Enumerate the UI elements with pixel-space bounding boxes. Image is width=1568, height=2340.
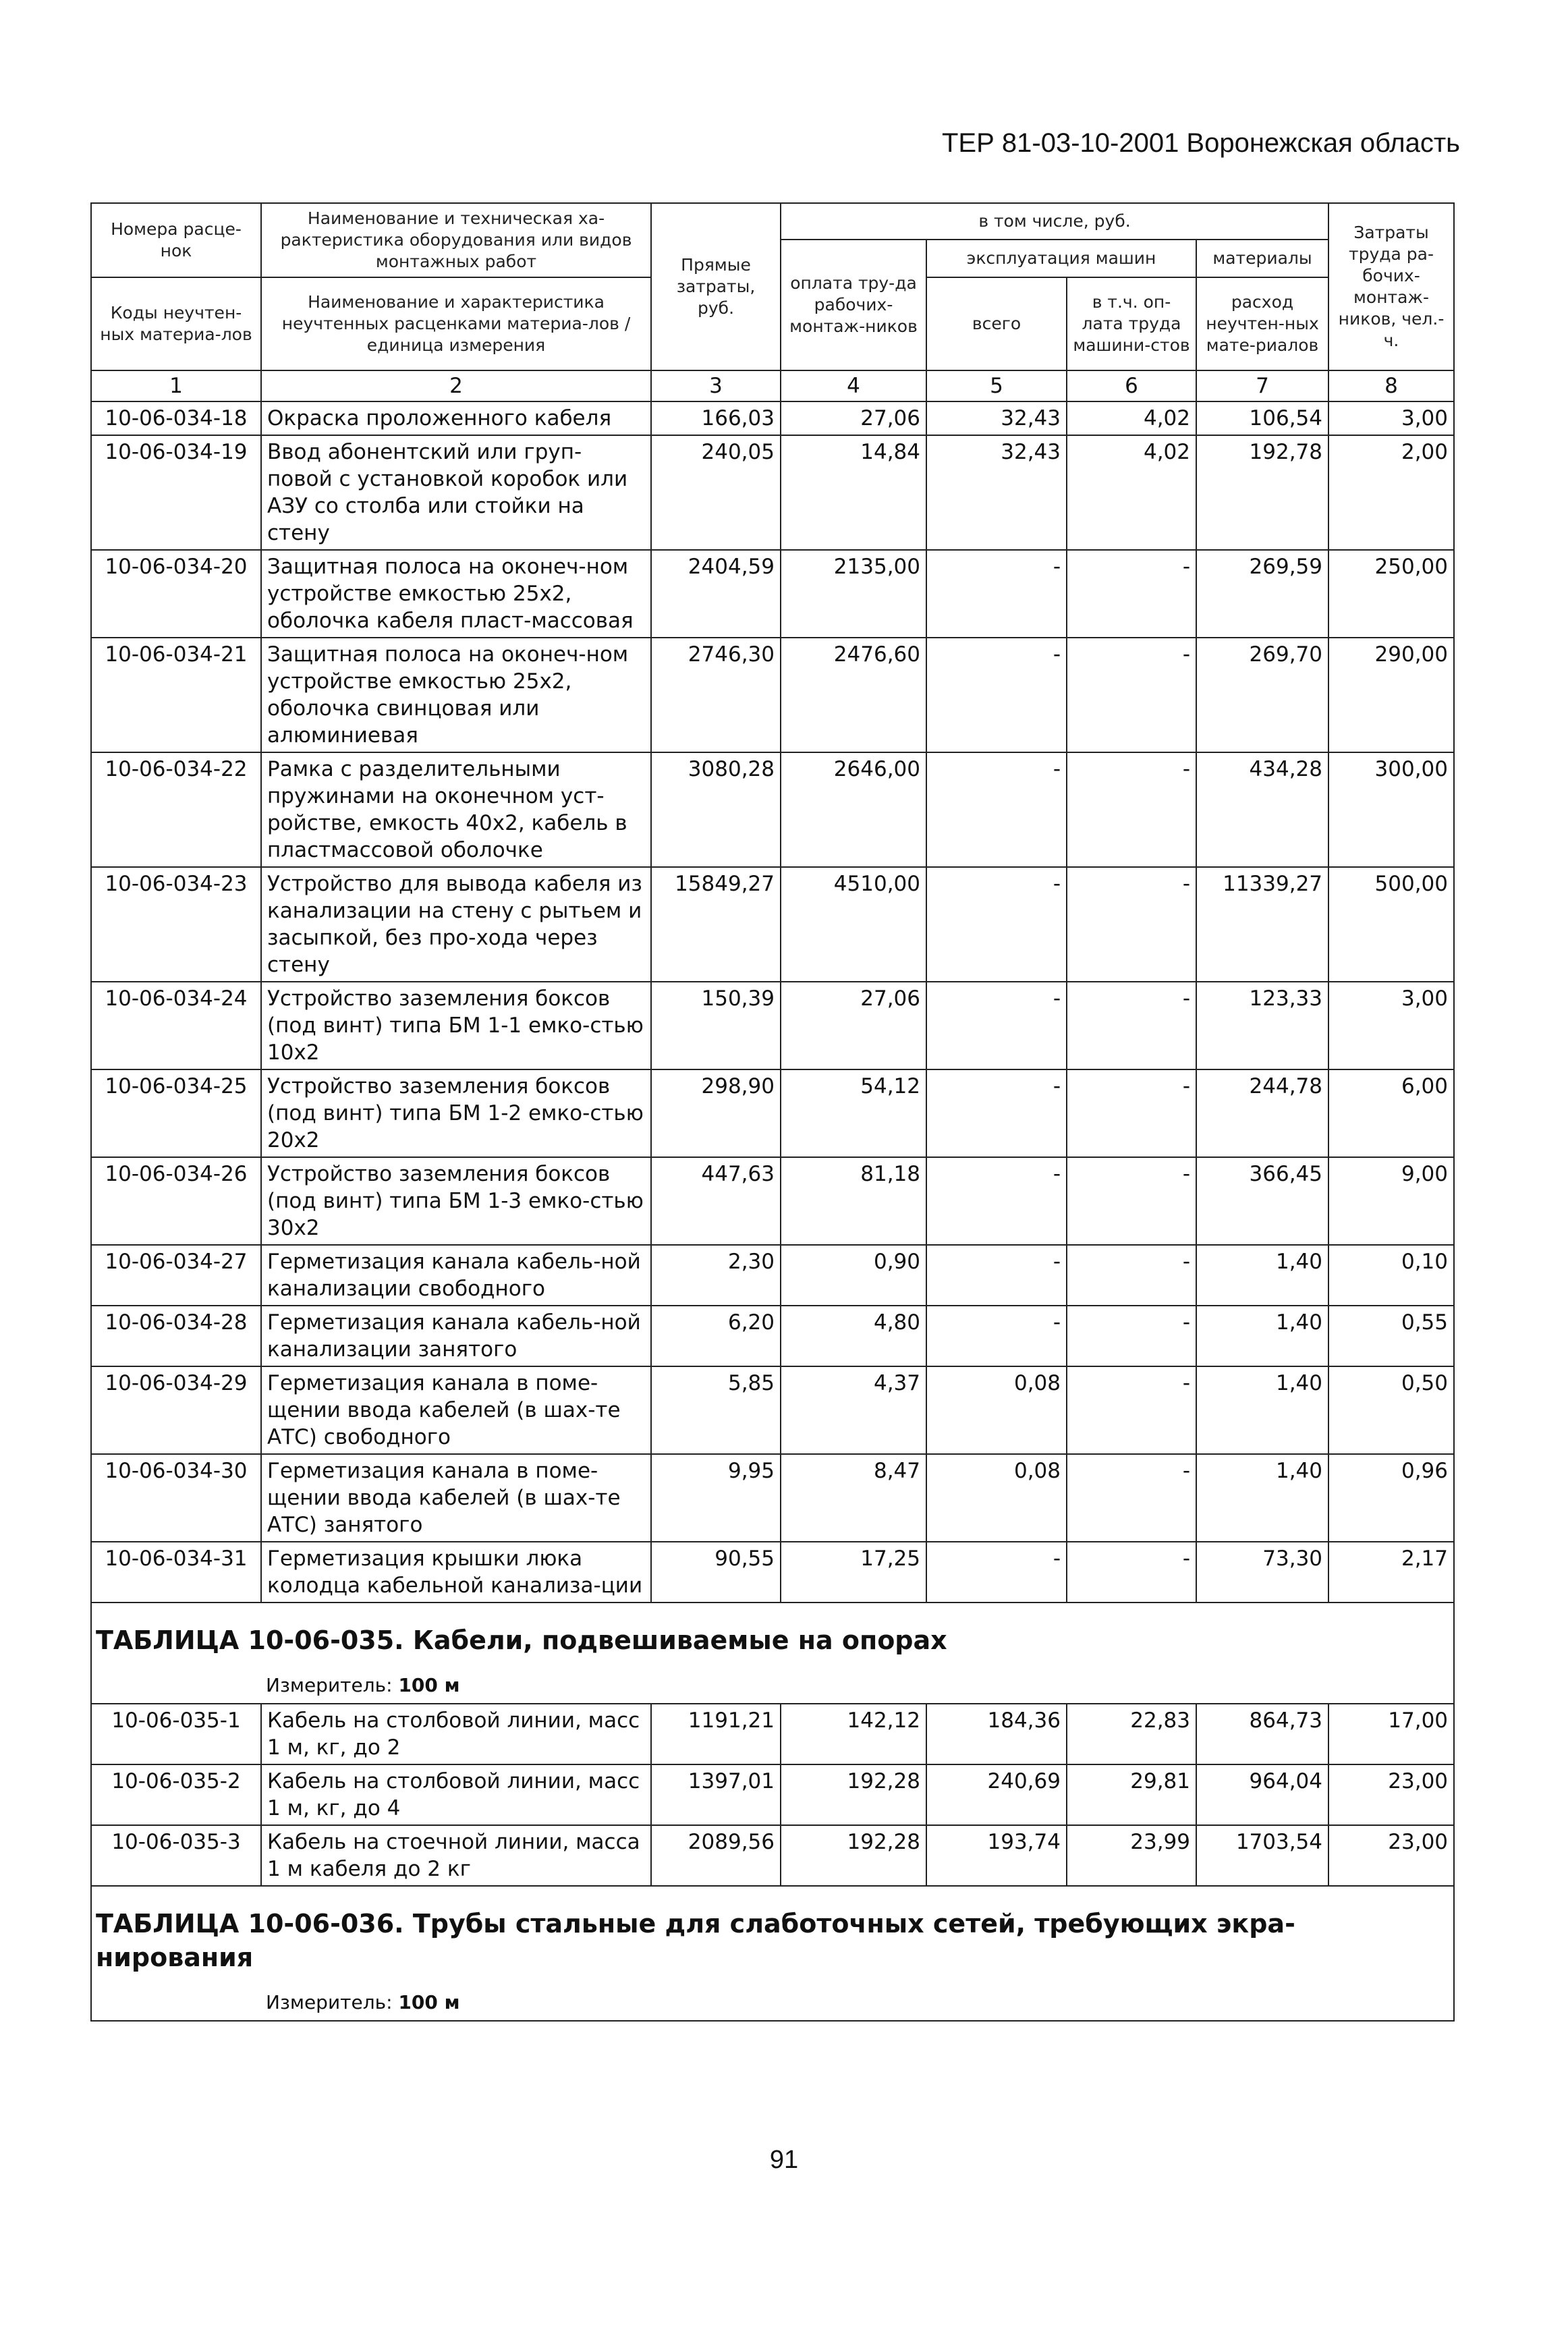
column-numbers-row	[91, 370, 1454, 401]
machines-total: -	[926, 1542, 1067, 1603]
labor-pay: 2646,00	[781, 752, 926, 867]
materials: 192,78	[1196, 435, 1328, 550]
labor-hours: 2,00	[1328, 435, 1454, 550]
page-number: 91	[769, 2146, 799, 2174]
machines-total: 184,36	[926, 1704, 1067, 1764]
materials: 269,70	[1196, 638, 1328, 752]
machines-total: 240,69	[926, 1764, 1067, 1825]
labor-pay: 4,80	[781, 1306, 926, 1366]
machines-labor: -	[1067, 1366, 1196, 1454]
machines-labor: -	[1067, 638, 1196, 752]
rate-name: Кабель на столбовой линии, масс 1 м, кг, до 4	[261, 1764, 651, 1825]
rate-name: Устройство заземления боксов (под винт) типа БМ 1-2 емко-стью 20х2	[261, 1069, 651, 1157]
rate-name: Защитная полоса на оконеч-ном устройстве емкостью 25х2, оболочка свинцовая или алюминиевая	[261, 638, 651, 752]
labor-hours: 6,00	[1328, 1069, 1454, 1157]
labor-pay: 17,25	[781, 1542, 926, 1603]
rate-code: 10-06-034-21	[91, 638, 261, 752]
direct-costs: 1191,21	[651, 1704, 781, 1764]
machines-total: -	[926, 1245, 1067, 1306]
rate-code: 10-06-034-19	[91, 435, 261, 550]
section-035-title: ТАБЛИЦА 10-06-035. Кабели, подвешиваемые на опорах	[96, 1625, 947, 1655]
rate-code: 10-06-034-24	[91, 982, 261, 1069]
table-row	[91, 1825, 1454, 1886]
machines-total: -	[926, 1157, 1067, 1245]
labor-pay: 14,84	[781, 435, 926, 550]
materials: 123,33	[1196, 982, 1328, 1069]
rate-code: 10-06-034-22	[91, 752, 261, 867]
labor-hours: 0,55	[1328, 1306, 1454, 1366]
labor-hours: 300,00	[1328, 752, 1454, 867]
header-materials-unaccounted: расход неучтен-ных мате-риалов	[1196, 277, 1328, 370]
machines-labor: 4,02	[1067, 435, 1196, 550]
rate-code: 10-06-034-25	[91, 1069, 261, 1157]
rate-name: Защитная полоса на оконеч-ном устройстве емкостью 25х2, оболочка кабеля пласт-массовая	[261, 550, 651, 638]
direct-costs: 90,55	[651, 1542, 781, 1603]
header-labor-pay: оплата тру-да рабочих-монтаж-ников	[781, 240, 926, 370]
machines-total: 32,43	[926, 401, 1067, 435]
table-row	[91, 638, 1454, 752]
rate-name: Окраска проложенного кабеля	[261, 401, 651, 435]
direct-costs: 9,95	[651, 1454, 781, 1542]
labor-hours: 0,10	[1328, 1245, 1454, 1306]
labor-hours: 500,00	[1328, 867, 1454, 982]
rate-name: Герметизация канала кабель-ной канализации занятого	[261, 1306, 651, 1366]
table-row	[91, 1245, 1454, 1306]
table-row	[91, 752, 1454, 867]
labor-hours: 250,00	[1328, 550, 1454, 638]
direct-costs: 3080,28	[651, 752, 781, 867]
rate-name: Кабель на стоечной линии, масса 1 м кабеля до 2 кг	[261, 1825, 651, 1886]
column-number: 8	[1328, 370, 1454, 401]
measure-label: Измеритель:	[266, 1674, 393, 1696]
machines-labor: -	[1067, 1306, 1196, 1366]
machines-labor: -	[1067, 550, 1196, 638]
machines-total: -	[926, 1069, 1067, 1157]
header-name-top: Наименование и техническая ха-рактеристика оборудования или видов монтажных работ	[261, 203, 651, 277]
rate-name: Ввод абонентский или груп-повой с установкой коробок или АЗУ со столба или стойки на стену	[261, 435, 651, 550]
header-codes-top: Номера расце-нок	[91, 203, 261, 277]
labor-pay: 27,06	[781, 401, 926, 435]
table-row	[91, 867, 1454, 982]
column-number: 6	[1067, 370, 1196, 401]
machines-labor: 29,81	[1067, 1764, 1196, 1825]
rate-name: Устройство заземления боксов (под винт) типа БМ 1-1 емко-стью 10х2	[261, 982, 651, 1069]
section-036-measure	[96, 1989, 1449, 2016]
rate-name: Герметизация канала в поме-щении ввода кабелей (в шах-те АТС) свободного	[261, 1366, 651, 1454]
labor-pay: 81,18	[781, 1157, 926, 1245]
table-row	[91, 1454, 1454, 1542]
rate-code: 10-06-035-2	[91, 1764, 261, 1825]
rate-code: 10-06-034-29	[91, 1366, 261, 1454]
materials: 106,54	[1196, 401, 1328, 435]
machines-labor: 23,99	[1067, 1825, 1196, 1886]
direct-costs: 15849,27	[651, 867, 781, 982]
machines-total: -	[926, 1306, 1067, 1366]
labor-pay: 192,28	[781, 1764, 926, 1825]
machines-total: -	[926, 550, 1067, 638]
labor-pay: 4510,00	[781, 867, 926, 982]
table-row	[91, 1542, 1454, 1603]
table-row	[91, 1704, 1454, 1764]
machines-labor: 22,83	[1067, 1704, 1196, 1764]
rate-code: 10-06-035-3	[91, 1825, 261, 1886]
column-number: 5	[926, 370, 1067, 401]
rate-name: Рамка с разделительными пружинами на оконечном уст-ройстве, емкость 40х2, кабель в пластмассовой оболочке	[261, 752, 651, 867]
table-row	[91, 1069, 1454, 1157]
rate-name: Устройство заземления боксов (под винт) типа БМ 1-3 емко-стью 30х2	[261, 1157, 651, 1245]
column-number: 4	[781, 370, 926, 401]
machines-labor: -	[1067, 1454, 1196, 1542]
machines-labor: -	[1067, 1157, 1196, 1245]
labor-pay: 4,37	[781, 1366, 926, 1454]
rate-code: 10-06-034-28	[91, 1306, 261, 1366]
table-row	[91, 982, 1454, 1069]
labor-hours: 23,00	[1328, 1764, 1454, 1825]
table-row	[91, 1157, 1454, 1245]
column-number: 1	[91, 370, 261, 401]
direct-costs: 2746,30	[651, 638, 781, 752]
column-number: 2	[261, 370, 651, 401]
materials: 1,40	[1196, 1306, 1328, 1366]
labor-pay: 2476,60	[781, 638, 926, 752]
materials: 244,78	[1196, 1069, 1328, 1157]
rate-code: 10-06-034-30	[91, 1454, 261, 1542]
header-machines-total: всего	[926, 277, 1067, 370]
header-direct-costs: Прямые затраты, руб.	[651, 203, 781, 370]
materials: 366,45	[1196, 1157, 1328, 1245]
table-row	[91, 1306, 1454, 1366]
materials: 1,40	[1196, 1454, 1328, 1542]
direct-costs: 447,63	[651, 1157, 781, 1245]
header-name-bottom: Наименование и характеристика неучтенных расценками материа-лов / единица измерения	[261, 277, 651, 370]
rate-name: Герметизация крышки люка колодца кабельной канализа-ции	[261, 1542, 651, 1603]
direct-costs: 5,85	[651, 1366, 781, 1454]
machines-labor: -	[1067, 752, 1196, 867]
header-codes-bottom: Коды неучтен-ных материа-лов	[91, 277, 261, 370]
labor-hours: 0,50	[1328, 1366, 1454, 1454]
machines-labor: -	[1067, 982, 1196, 1069]
direct-costs: 2,30	[651, 1245, 781, 1306]
measure-label: Измеритель:	[266, 1991, 393, 2013]
materials: 434,28	[1196, 752, 1328, 867]
labor-hours: 23,00	[1328, 1825, 1454, 1886]
rate-name: Герметизация канала кабель-ной канализации свободного	[261, 1245, 651, 1306]
direct-costs: 1397,01	[651, 1764, 781, 1825]
machines-labor: -	[1067, 1542, 1196, 1603]
rate-name: Кабель на столбовой линии, масс 1 м, кг, до 2	[261, 1704, 651, 1764]
materials: 964,04	[1196, 1764, 1328, 1825]
column-number: 3	[651, 370, 781, 401]
document-header: ТЕР 81-03-10-2001 Воронежская область	[941, 128, 1460, 158]
materials: 73,30	[1196, 1542, 1328, 1603]
labor-pay: 2135,00	[781, 550, 926, 638]
section-036-header	[91, 1886, 1454, 2021]
labor-hours: 9,00	[1328, 1157, 1454, 1245]
machines-total: -	[926, 982, 1067, 1069]
table-row	[91, 1366, 1454, 1454]
rate-code: 10-06-034-31	[91, 1542, 261, 1603]
labor-hours: 2,17	[1328, 1542, 1454, 1603]
machines-total: -	[926, 752, 1067, 867]
rate-code: 10-06-035-1	[91, 1704, 261, 1764]
machines-total: -	[926, 638, 1067, 752]
machines-total: 32,43	[926, 435, 1067, 550]
direct-costs: 6,20	[651, 1306, 781, 1366]
labor-hours: 290,00	[1328, 638, 1454, 752]
rate-code: 10-06-034-23	[91, 867, 261, 982]
machines-total: 193,74	[926, 1825, 1067, 1886]
machines-total: -	[926, 867, 1067, 982]
table-row	[91, 1764, 1454, 1825]
materials: 269,59	[1196, 550, 1328, 638]
column-number: 7	[1196, 370, 1328, 401]
labor-hours: 3,00	[1328, 982, 1454, 1069]
machines-total: 0,08	[926, 1366, 1067, 1454]
materials: 1703,54	[1196, 1825, 1328, 1886]
header-labor-costs: Затраты труда ра-бочих-монтаж-ников, чел.-ч.	[1328, 203, 1454, 370]
materials: 1,40	[1196, 1366, 1328, 1454]
header-machines: эксплуатация машин	[926, 240, 1196, 277]
labor-hours: 17,00	[1328, 1704, 1454, 1764]
direct-costs: 2089,56	[651, 1825, 781, 1886]
materials: 1,40	[1196, 1245, 1328, 1306]
labor-pay: 192,28	[781, 1825, 926, 1886]
rate-code: 10-06-034-20	[91, 550, 261, 638]
machines-labor: 4,02	[1067, 401, 1196, 435]
direct-costs: 240,05	[651, 435, 781, 550]
table-row	[91, 435, 1454, 550]
header-machines-labor: в т.ч. оп-лата труда машини-стов	[1067, 277, 1196, 370]
rate-name: Герметизация канала в поме-щении ввода кабелей (в шах-те АТС) занятого	[261, 1454, 651, 1542]
materials: 11339,27	[1196, 867, 1328, 982]
machines-labor: -	[1067, 867, 1196, 982]
machines-labor: -	[1067, 1245, 1196, 1306]
measure-value: 100 м	[398, 1674, 460, 1696]
labor-pay: 27,06	[781, 982, 926, 1069]
labor-pay: 54,12	[781, 1069, 926, 1157]
section-036-title: ТАБЛИЦА 10-06-036. Трубы стальные для слаботочных сетей, требующих экра-нирования	[96, 1909, 1295, 1972]
rate-code: 10-06-034-26	[91, 1157, 261, 1245]
labor-hours: 0,96	[1328, 1454, 1454, 1542]
rate-code: 10-06-034-18	[91, 401, 261, 435]
machines-total: 0,08	[926, 1454, 1067, 1542]
direct-costs: 150,39	[651, 982, 781, 1069]
direct-costs: 2404,59	[651, 550, 781, 638]
labor-hours: 3,00	[1328, 401, 1454, 435]
rate-code: 10-06-034-27	[91, 1245, 261, 1306]
labor-pay: 0,90	[781, 1245, 926, 1306]
direct-costs: 298,90	[651, 1069, 781, 1157]
machines-labor: -	[1067, 1069, 1196, 1157]
section-035-measure	[96, 1672, 1449, 1699]
header-materials: материалы	[1196, 240, 1328, 277]
rate-name: Устройство для вывода кабеля из канализации на стену с рытьем и засыпкой, без про-хода через стену	[261, 867, 651, 982]
rates-table-body	[90, 202, 1455, 2022]
section-035-header	[91, 1603, 1454, 1704]
table-row	[91, 401, 1454, 435]
materials: 864,73	[1196, 1704, 1328, 1764]
direct-costs: 166,03	[651, 401, 781, 435]
measure-value: 100 м	[398, 1991, 460, 2013]
table-row	[91, 550, 1454, 638]
labor-pay: 142,12	[781, 1704, 926, 1764]
labor-pay: 8,47	[781, 1454, 926, 1542]
header-including: в том числе, руб.	[781, 203, 1328, 240]
